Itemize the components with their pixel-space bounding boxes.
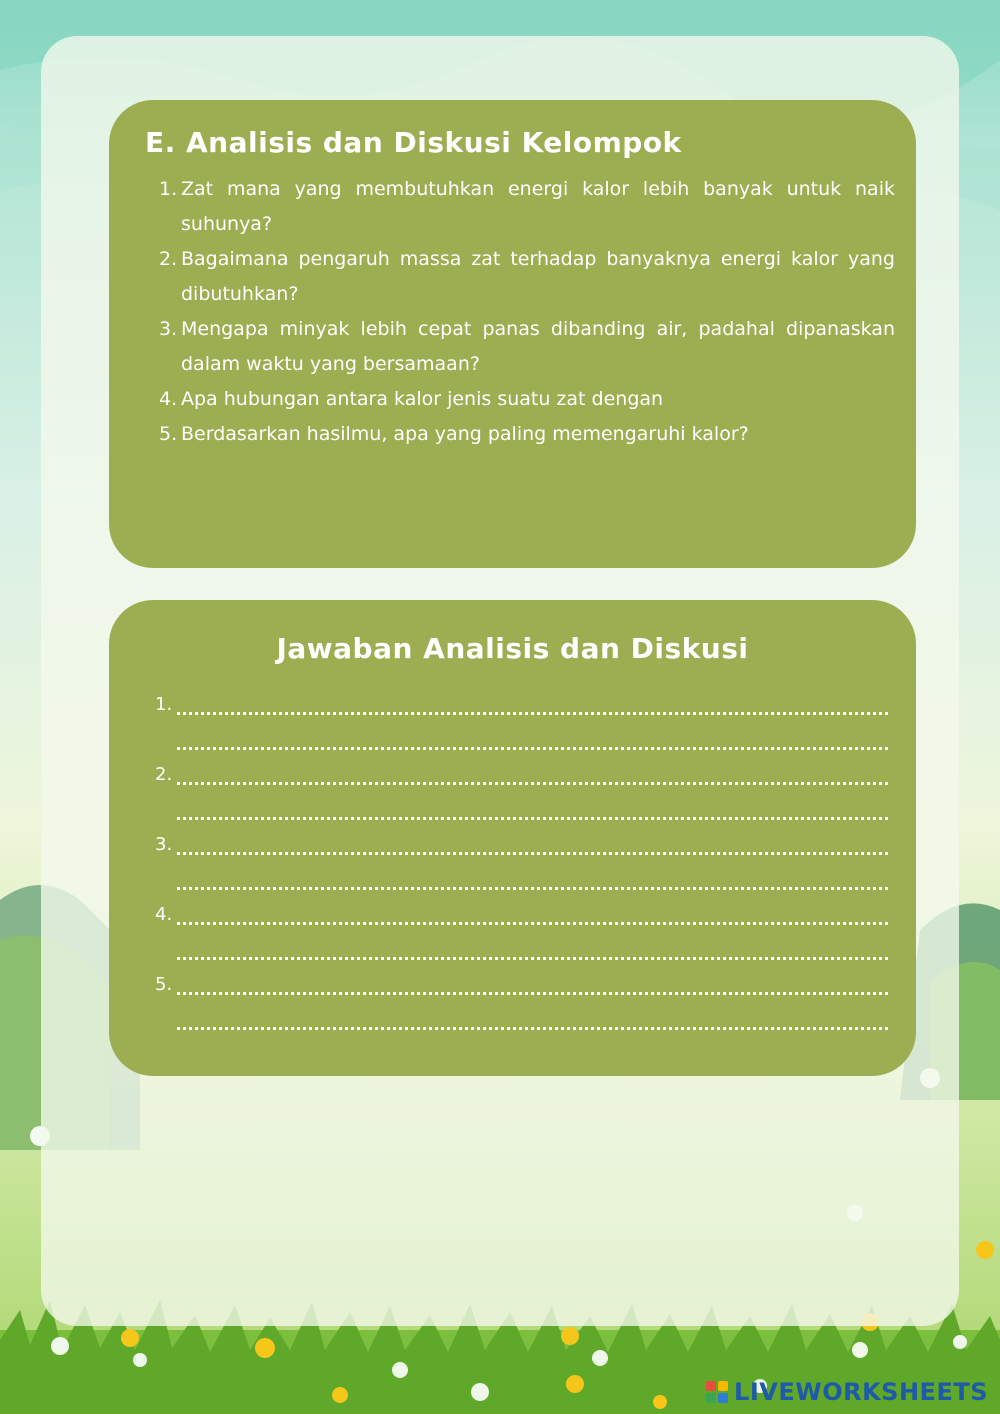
question-item — [159, 417, 895, 452]
answer-list — [155, 690, 888, 1040]
answer-number: 5. — [155, 974, 173, 995]
question-item — [159, 382, 895, 417]
answer-line[interactable] — [177, 852, 888, 855]
liveworksheets-brand[interactable] — [706, 1378, 988, 1406]
question-text: Mengapa minyak lebih cepat panas dibanding air, padahal dipanaskan dalam waktu yang bersamaan? — [181, 318, 895, 375]
answer-number: 2. — [155, 764, 173, 785]
answer-item — [155, 760, 888, 830]
question-text: Bagaimana pengaruh massa zat terhadap banyaknya energi kalor yang dibutuhkan? — [181, 248, 895, 305]
answer-item — [155, 970, 888, 1040]
answer-line[interactable] — [177, 922, 888, 925]
question-text: Zat mana yang membutuhkan energi kalor lebih banyak untuk naik suhunya? — [181, 178, 895, 235]
question-number: 4. — [159, 388, 178, 410]
answer-item — [155, 690, 888, 760]
answers-panel — [109, 600, 916, 1076]
question-number: 1. — [159, 178, 178, 200]
answer-line[interactable] — [177, 817, 888, 820]
answer-line[interactable] — [177, 747, 888, 750]
section-title: E. Analisis dan Diskusi Kelompok — [145, 126, 682, 159]
answer-line[interactable] — [177, 887, 888, 890]
brand-text: LIVEWORKSHEETS — [734, 1378, 988, 1406]
questions-panel — [109, 100, 916, 568]
answer-number: 4. — [155, 904, 173, 925]
question-item — [159, 172, 895, 242]
question-item — [159, 312, 895, 382]
answer-number: 1. — [155, 694, 173, 715]
answer-line[interactable] — [177, 957, 888, 960]
answers-title: Jawaban Analisis dan Diskusi — [276, 632, 749, 665]
question-number: 2. — [159, 248, 178, 270]
answer-line[interactable] — [177, 782, 888, 785]
question-item — [159, 242, 895, 312]
question-number: 5. — [159, 423, 178, 445]
answer-number: 3. — [155, 834, 173, 855]
question-number: 3. — [159, 318, 178, 340]
question-text: Apa hubungan antara kalor jenis suatu zat dengan — [181, 388, 664, 410]
answer-line[interactable] — [177, 1027, 888, 1030]
question-text: Berdasarkan hasilmu, apa yang paling memengaruhi kalor? — [181, 423, 749, 445]
liveworksheets-logo-icon — [706, 1381, 728, 1403]
answer-item — [155, 830, 888, 900]
question-list — [159, 172, 895, 452]
answer-line[interactable] — [177, 712, 888, 715]
answer-line[interactable] — [177, 992, 888, 995]
answer-item — [155, 900, 888, 970]
